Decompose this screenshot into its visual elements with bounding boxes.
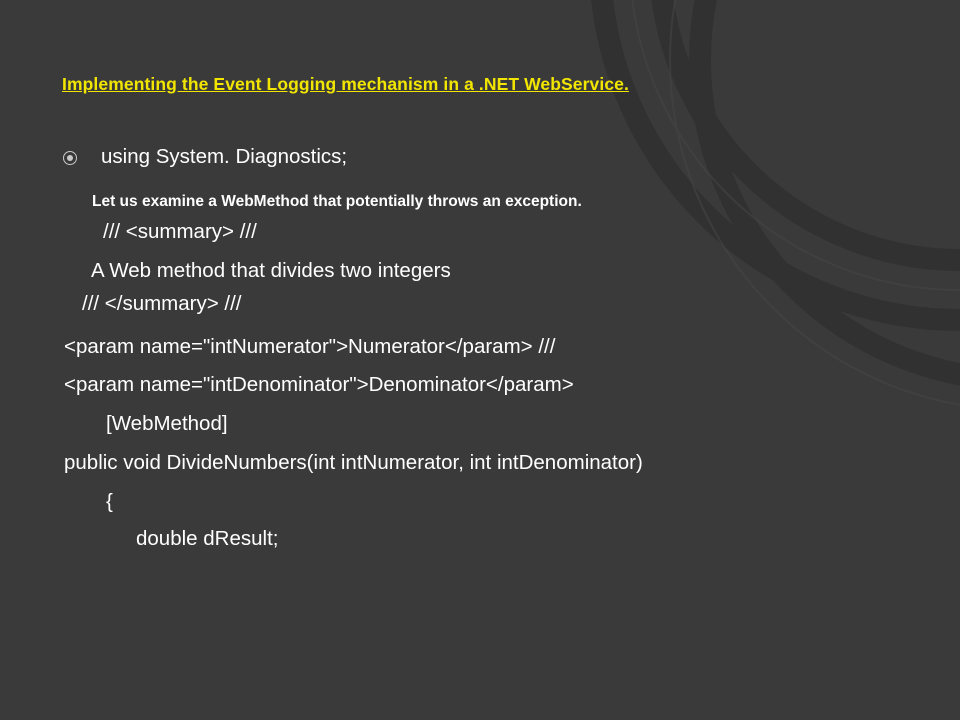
code-line: [WebMethod]: [106, 412, 228, 435]
code-line: <param name="intNumerator">Numerator</param> ///: [64, 335, 556, 358]
code-line: <param name="intDenominator">Denominator</param>: [64, 373, 574, 396]
code-line: A Web method that divides two integers: [91, 259, 451, 282]
bullet-icon: [63, 151, 77, 165]
code-line: /// <summary> ///: [103, 220, 257, 243]
slide-title: Implementing the Event Logging mechanism in a .NET WebService.: [62, 74, 629, 94]
intro-text: Let us examine a WebMethod that potentially throws an exception.: [92, 193, 582, 210]
bullet-item: [63, 145, 347, 169]
bullet-text: using System. Diagnostics;: [101, 145, 348, 168]
code-line: {: [106, 490, 113, 513]
code-line: double dResult;: [136, 527, 279, 550]
code-line: public void DivideNumbers(int intNumerator, int intDenominator): [64, 451, 643, 474]
code-line: /// </summary> ///: [82, 292, 242, 315]
